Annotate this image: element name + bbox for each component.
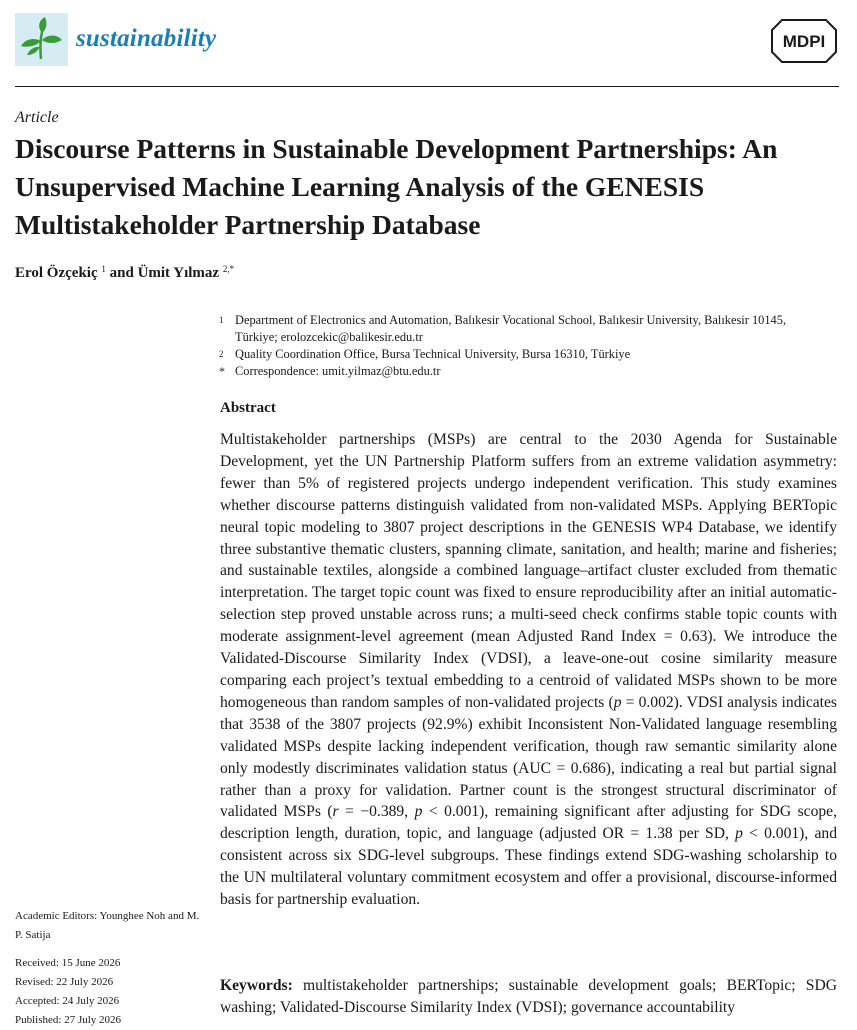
affiliation-mark: 1 xyxy=(219,315,224,325)
keywords-label: Keywords: xyxy=(220,977,293,994)
publisher-name: MDPI xyxy=(782,32,826,51)
mdpi-logo-icon xyxy=(770,17,838,65)
affiliations xyxy=(219,312,819,380)
author-affiliation-mark: 2,* xyxy=(222,264,235,274)
affiliation-mark: 2 xyxy=(219,349,224,359)
abstract-stat-symbol: r xyxy=(332,803,339,821)
abstract-heading: Abstract xyxy=(220,400,276,416)
abstract-stat-symbol: p xyxy=(414,803,423,821)
author-list xyxy=(15,264,234,282)
journal-name: sustainability xyxy=(76,25,217,52)
abstract-segment: Multistakeholder partnerships (MSPs) are central to the 2030 Agenda for Sustainable Development, yet the UN Partnership Platform suffers from an extreme validation asymmetry: fewer than 5% of registered projects undergo independent verification. This study examines whether discourse patterns distinguish validated from non-validated MSPs. Applying BERTopic neural topic modeling to 3807 project descriptions in the GENESIS WP4 Database, we identify three substantive thematic clusters, spanning climate, sanitation, and health; marine and fisheries; and sustainable textiles, alongside a combined language–artifact cluster excluded from thematic interpretation. The target topic count was fixed to ensure reproducibility after an initial automatic-selection step proved unstable across runs; a multi-seed check confirms stable topic counts with moderate assignment-level agreement (mean Adjusted Rand Index = 0.63). We introduce the Validated-Discourse Similarity Index (VDSI), a leave-one-out cosine similarity measure comparing each project’s textual embedding to a centroid of validated MSPs shown to be more homogeneous than random samples of non-validated projects ( xyxy=(220,431,837,711)
author-name: Erol Özçekiç xyxy=(15,265,98,281)
abstract-stat-symbol: p xyxy=(735,825,743,843)
author-name: Ümit Yılmaz xyxy=(137,265,220,281)
abstract-segment: < 0.001), and consistent across six SDG-level subgroups. These findings extend SDG-washing scholarship to the UN multilateral voluntary commitment ecosystem and offer a provisional, discourse-informed basis for partnership evaluation. xyxy=(220,825,837,909)
correspondence-item xyxy=(219,363,819,380)
affiliation-text: Quality Coordination Office, Bursa Technical University, Bursa 16310, Türkiye xyxy=(235,347,631,361)
academic-editors: Academic Editors: Younghee Noh and M. P. Satija xyxy=(15,910,200,941)
revised-date: Revised: 22 July 2026 xyxy=(15,976,114,988)
accepted-date: Accepted: 24 July 2026 xyxy=(15,995,120,1007)
abstract-segment: = 0.002). VDSI analysis indicates that 3538 of the 3807 projects (92.9%) exhibit Inconsistent Non-Validated language resembling validated MSPs despite lacking independent verification, though raw semantic similarity alone only modestly discriminates validation status (AUC = 0.686), indicating a real but partial signal rather than a proxy for validation. Partner count is the strongest structural discriminator of validated MSPs ( xyxy=(220,693,837,821)
abstract-segment: < 0.001), remaining significant after adjusting for SDG scope, description length, duration, topic, and language (adjusted OR = 1.38 per SD, xyxy=(220,803,838,843)
affiliation-item xyxy=(219,346,819,363)
affiliation-mark: * xyxy=(219,364,225,378)
article-title: Discourse Patterns in Sustainable Development Partnerships: An Unsupervised Machine Learning Analysis of the GENESIS Multistakeholder Partnership Database xyxy=(15,133,778,240)
publication-dates xyxy=(15,954,200,1030)
keywords-text: multistakeholder partnerships; sustainable development goals; BERTopic; SDG washing; Validated-Discourse Similarity Index (VDSI); governance accountability xyxy=(220,977,837,1016)
affiliation-item xyxy=(219,312,819,346)
received-date: Received: 15 June 2026 xyxy=(15,957,121,969)
author-joiner: and xyxy=(109,265,134,281)
correspondence-text: Correspondence: umit.yilmaz@btu.edu.tr xyxy=(235,364,441,378)
keywords xyxy=(220,975,837,1019)
abstract-text xyxy=(220,429,837,911)
published-date: Published: 27 July 2026 xyxy=(15,1014,122,1026)
header-divider xyxy=(15,86,839,87)
affiliation-text: Department of Electronics and Automation, Balıkesir Vocational School, Balıkesir University, Balıkesir 10145, Türkiye; erolozcekic@balikesir.edu.tr xyxy=(235,313,787,344)
abstract-stat-symbol: p xyxy=(613,693,622,711)
article-type: Article xyxy=(15,109,59,126)
mdpi-logo xyxy=(770,17,838,65)
author-affiliation-mark: 1 xyxy=(101,264,106,274)
abstract-segment: = −0.389, xyxy=(338,803,415,821)
leaf-icon xyxy=(15,13,68,66)
journal-logo-icon xyxy=(15,13,68,66)
